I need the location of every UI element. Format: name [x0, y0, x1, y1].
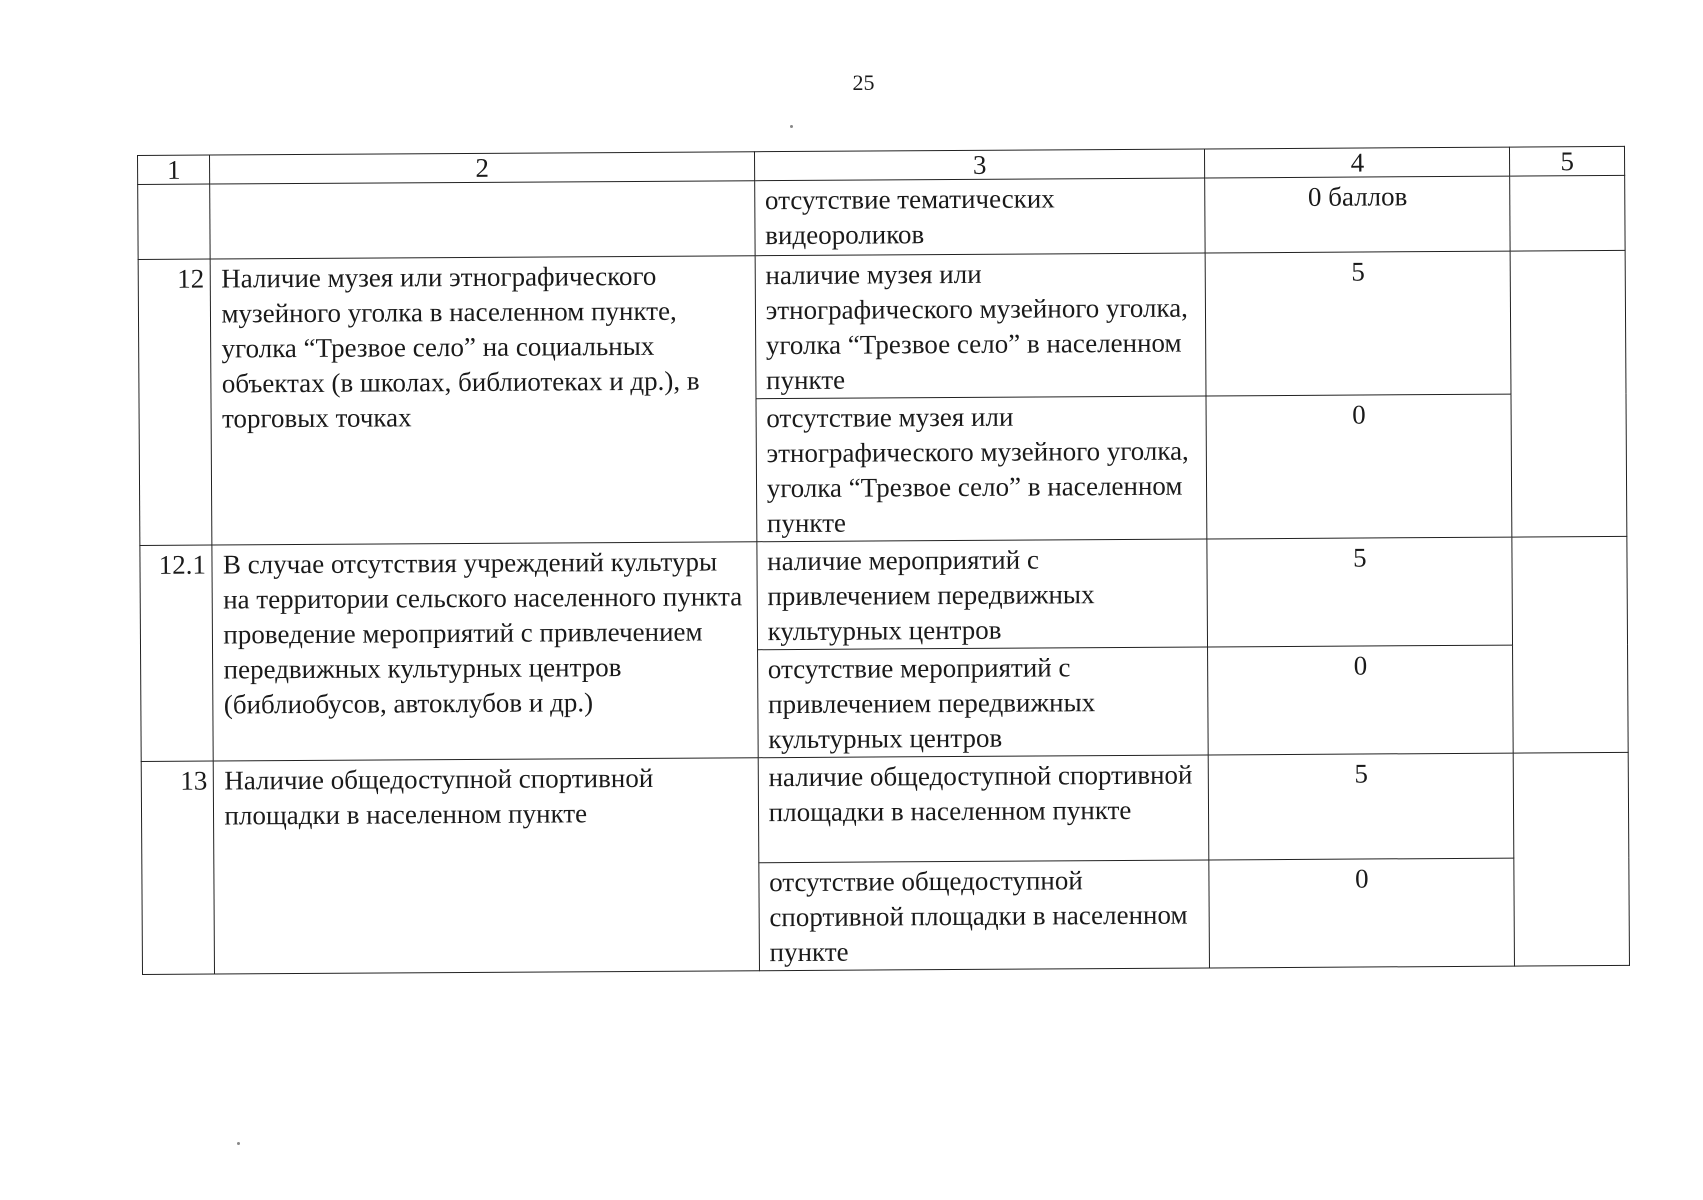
cell-criterion: отсутствие мероприятий с привлечением передвижных культурных центров — [757, 647, 1208, 758]
cell-score: 0 — [1206, 394, 1512, 539]
cell-score: 5 — [1209, 753, 1514, 860]
cell-criterion: наличие мероприятий с привлечением передвижных культурных центров — [757, 539, 1208, 650]
cell-score: 0 — [1209, 858, 1514, 968]
header-col-3: 3 — [754, 149, 1205, 181]
table-row-12-1 — [140, 536, 1628, 653]
cell-num-empty — [138, 184, 211, 259]
criteria-table — [137, 146, 1630, 975]
cell-indicator: Наличие общедоступной спортивной площадки в населенном пункте — [214, 758, 760, 974]
cell-indicator: Наличие музея или этнографического музейного уголка в населенном пункте, уголка “Трезвое село” на социальных объектах (в школах, библиотеках и др.), в торговых точках — [211, 256, 757, 545]
cell-criterion: наличие музея или этнографического музейного уголка, уголка “Трезвое село” в населенном пункте — [755, 253, 1207, 399]
table-row-13 — [141, 752, 1629, 866]
cell-note — [1513, 752, 1629, 966]
cell-criterion: отсутствие общедоступной спортивной площадки в населенном пункте — [759, 860, 1210, 971]
cell-score: 5 — [1207, 537, 1512, 647]
header-col-1: 1 — [138, 155, 211, 184]
page-number-text: 25 — [852, 70, 875, 95]
cell-criterion: наличие общедоступной спортивной площадки в населенном пункте — [758, 755, 1209, 863]
cell-score: 0 — [1208, 645, 1513, 755]
scan-speck — [237, 1142, 240, 1145]
cell-num: 12.1 — [140, 545, 214, 761]
cell-score: 0 баллов — [1205, 176, 1510, 253]
page-number — [0, 70, 1703, 96]
cell-note — [1510, 175, 1625, 251]
cell-criterion: отсутствие тематических видеороликов — [754, 178, 1205, 256]
header-col-4: 4 — [1205, 147, 1510, 178]
cell-score: 5 — [1206, 251, 1512, 396]
scan-speck — [790, 125, 793, 128]
header-col-2: 2 — [210, 152, 754, 184]
table-row-12 — [138, 250, 1626, 402]
cell-criterion: отсутствие музея или этнографического музейного уголка, уголка “Трезвое село” в населенном пункте — [756, 396, 1208, 542]
cell-num: 12 — [138, 259, 212, 545]
cell-note — [1512, 536, 1628, 753]
header-col-5: 5 — [1510, 146, 1625, 176]
cell-indicator: В случае отсутствия учреждений культуры на территории сельского населенного пункта проведение мероприятий с привлечением передвижных культурных центров (библиобусов, автоклубов и др.) — [212, 542, 758, 761]
cell-note — [1510, 250, 1626, 537]
table-row-continuation — [138, 175, 1625, 259]
cell-indicator-empty — [210, 181, 755, 259]
cell-num: 13 — [141, 761, 215, 974]
